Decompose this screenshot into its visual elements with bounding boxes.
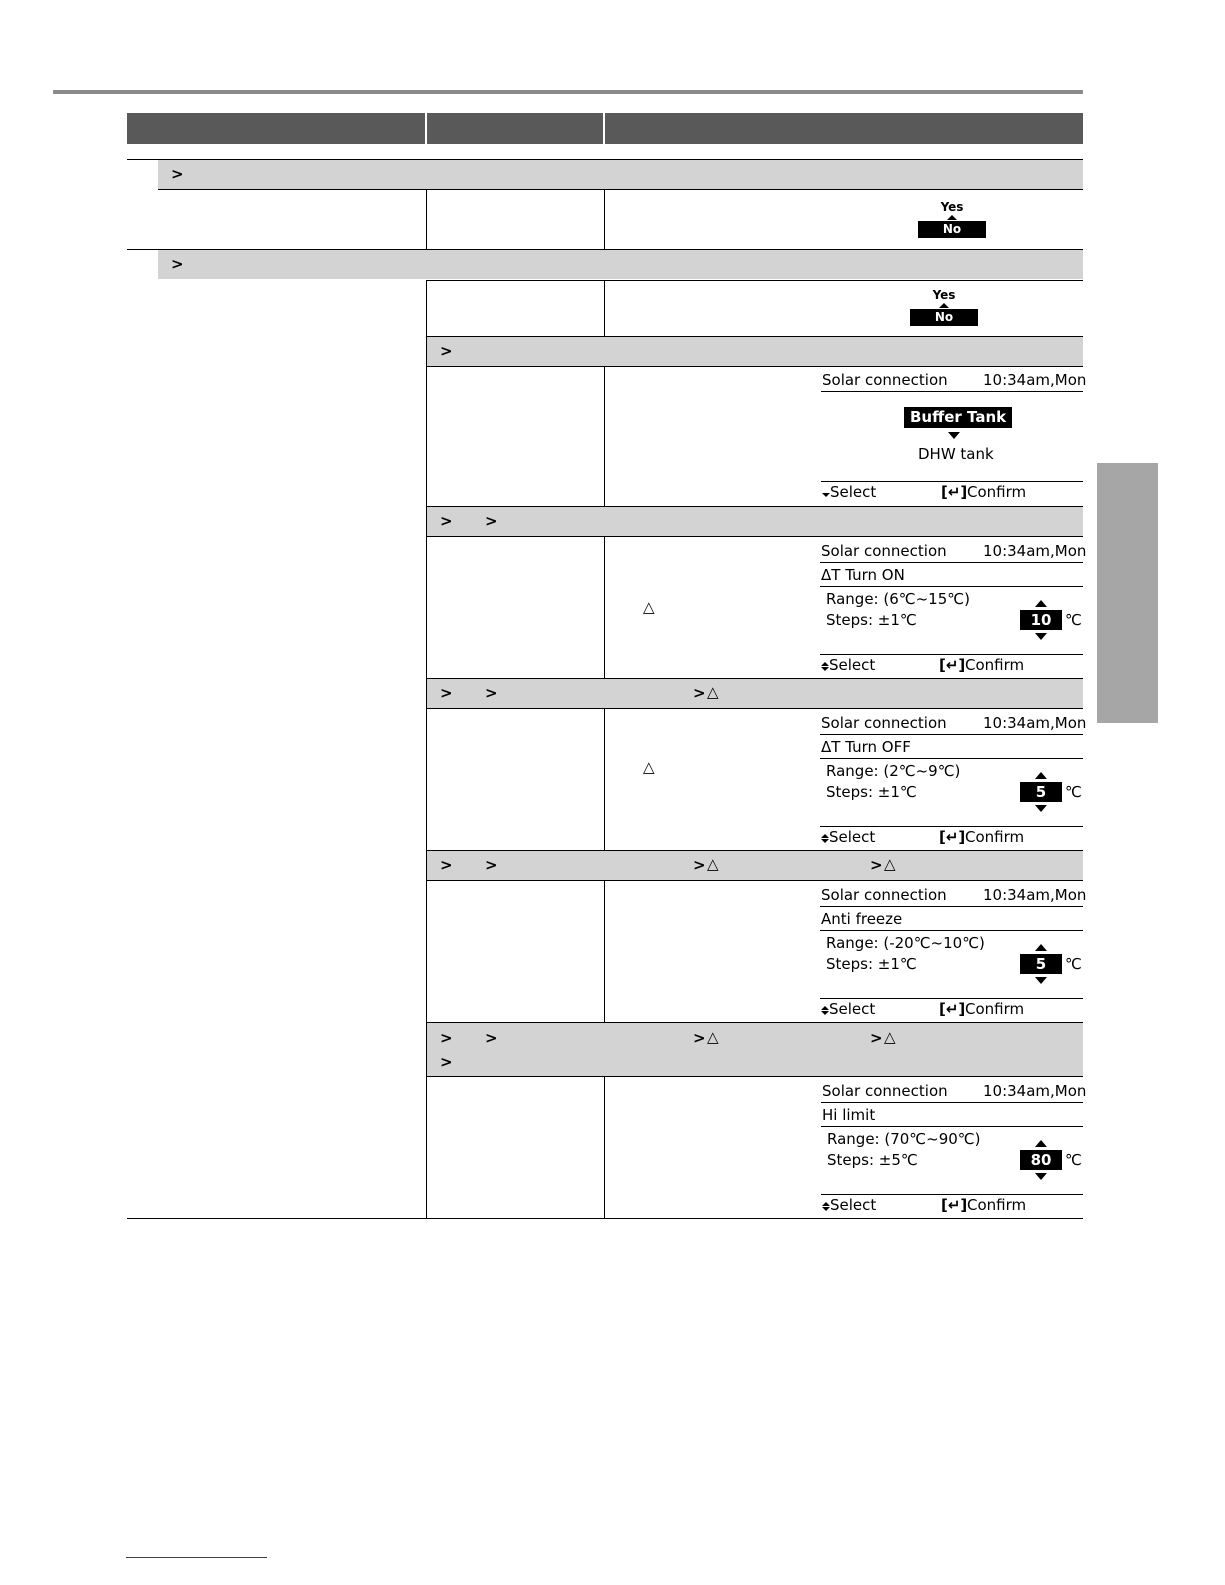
range-text: Range: (-20℃~10℃) [826, 934, 985, 952]
chevron-icon: > [693, 1029, 706, 1047]
unit-label: ℃ [1065, 955, 1082, 973]
screen-time: 10:34am,Mon [983, 886, 1087, 904]
row-divider [427, 366, 1083, 367]
row-divider [427, 880, 1083, 881]
screen-confirm-label: Confirm [967, 1196, 1027, 1214]
down-arrow-icon [822, 1207, 830, 1211]
chevron-icon: > [440, 342, 453, 360]
chevron-icon: > [440, 1053, 453, 1071]
range-text: Range: (70℃~90℃) [827, 1130, 981, 1148]
row-divider [158, 189, 1083, 190]
screen-select-label: Select [821, 1002, 875, 1017]
column-divider [426, 190, 427, 249]
screen-tank-select [821, 370, 1087, 504]
value-box: 80 [1020, 1150, 1062, 1170]
chevron-icon: > [440, 684, 453, 702]
screen-select-label: Select [821, 658, 875, 673]
screen-anti-freeze [820, 885, 1087, 1020]
up-arrow-icon [822, 1202, 830, 1206]
row-divider [427, 1076, 1083, 1077]
column-divider [604, 367, 605, 506]
up-arrow-icon [821, 662, 829, 666]
chevron-icon: > [693, 684, 706, 702]
enter-key-icon: [↵] [941, 1196, 968, 1214]
screen-title: Solar connection [822, 371, 948, 389]
enter-key-icon: [↵] [939, 1000, 966, 1018]
screen-time: 10:34am,Mon [983, 542, 1087, 560]
table-header-col3 [605, 113, 1083, 144]
table-header-col2 [427, 113, 603, 144]
chevron-icon: > [693, 856, 706, 874]
enter-key-icon: [↵] [939, 656, 966, 674]
screen-divider [821, 481, 1083, 482]
up-arrow-icon [1035, 772, 1047, 779]
screen-delta-on [820, 541, 1087, 676]
picker-selected-no: No [910, 309, 978, 326]
screen-divider [820, 998, 1083, 999]
screen-time: 10:34am,Mon [983, 1082, 1087, 1100]
footer-link-underline[interactable] [126, 1557, 267, 1558]
chevron-icon: > [485, 512, 498, 530]
picker-selected-no: No [918, 221, 986, 238]
up-arrow-icon [821, 1006, 829, 1010]
down-arrow-icon [821, 1011, 829, 1015]
steps-text: Steps: ±5℃ [827, 1151, 918, 1169]
chevron-icon: > [440, 1029, 453, 1047]
screen-subtitle: ΔT Turn ON [821, 566, 905, 584]
screen-divider [820, 654, 1083, 655]
screen-divider [820, 758, 1083, 759]
column-divider [604, 537, 605, 678]
range-text: Range: (6℃~15℃) [826, 590, 970, 608]
screen-divider [821, 1126, 1083, 1127]
up-arrow-icon [821, 834, 829, 838]
down-arrow-icon [1035, 805, 1047, 812]
value-box: 5 [1020, 782, 1062, 802]
down-arrow-icon [821, 839, 829, 843]
up-arrow-icon [947, 215, 957, 220]
screen-divider [821, 1102, 1083, 1103]
chevron-icon: > [485, 1029, 498, 1047]
tank-other-option: DHW tank [918, 445, 994, 463]
chevron-icon: > [171, 165, 184, 183]
down-arrow-icon [822, 493, 830, 497]
steps-text: Steps: ±1℃ [826, 611, 917, 629]
table-header-col1 [127, 113, 425, 144]
subsection-row-tank [427, 337, 1083, 366]
screen-title: Solar connection [822, 1082, 948, 1100]
tank-selected: Buffer Tank [904, 407, 1012, 428]
screen-title: Solar connection [821, 886, 947, 904]
up-arrow-icon [1035, 1140, 1047, 1147]
column-divider [604, 1077, 605, 1218]
down-arrow-icon [1035, 977, 1047, 984]
column-divider [604, 709, 605, 850]
column-divider [604, 881, 605, 1022]
screen-subtitle: Hi limit [822, 1106, 876, 1124]
delta-triangle-icon: △ [884, 1028, 896, 1046]
screen-divider [820, 930, 1083, 931]
enter-key-icon: [↵] [941, 483, 968, 501]
screen-title: Solar connection [821, 714, 947, 732]
screen-select-label: Select [822, 485, 876, 500]
enter-key-icon: [↵] [939, 828, 966, 846]
row-divider [427, 708, 1083, 709]
column-divider [604, 281, 605, 336]
row-divider [426, 280, 1083, 281]
range-text: Range: (2℃~9℃) [826, 762, 961, 780]
top-rule [53, 90, 1083, 94]
section-row-2 [158, 250, 1083, 279]
delta-triangle-icon: △ [707, 1028, 719, 1046]
chevron-icon: > [870, 856, 883, 874]
screen-divider [820, 906, 1083, 907]
section-row-1 [158, 160, 1083, 189]
column-divider [604, 190, 605, 249]
screen-hi-limit [821, 1081, 1087, 1216]
delta-triangle-icon: △ [707, 855, 719, 873]
picker-option-yes: Yes [940, 200, 964, 214]
screen-divider [820, 734, 1083, 735]
chevron-icon: > [171, 255, 184, 273]
value-box: 10 [1020, 610, 1062, 630]
screen-select-label: Select [821, 830, 875, 845]
chevron-icon: > [485, 856, 498, 874]
steps-text: Steps: ±1℃ [826, 955, 917, 973]
delta-triangle-icon: △ [707, 683, 719, 701]
delta-triangle-icon: △ [643, 758, 655, 776]
delta-triangle-icon: △ [643, 598, 655, 616]
screen-title: Solar connection [821, 542, 947, 560]
screen-confirm-label: Confirm [965, 656, 1025, 674]
subsection-row-hi-limit [427, 1023, 1083, 1076]
screen-divider [821, 1194, 1083, 1195]
chapter-side-tab [1097, 463, 1158, 723]
value-box: 5 [1020, 954, 1062, 974]
unit-label: ℃ [1065, 1151, 1082, 1169]
table-bottom-rule [127, 1218, 1083, 1219]
screen-time: 10:34am,Mon [983, 714, 1087, 732]
chevron-icon: > [485, 684, 498, 702]
steps-text: Steps: ±1℃ [826, 783, 917, 801]
row-divider [427, 536, 1083, 537]
subsection-row-delta-on [427, 507, 1083, 536]
screen-divider [821, 391, 1083, 392]
picker-option-yes: Yes [932, 288, 956, 302]
delta-triangle-icon: △ [884, 855, 896, 873]
subsection-row-delta-off [427, 679, 1083, 708]
screen-delta-off [820, 713, 1087, 848]
screen-confirm-label: Confirm [967, 483, 1027, 501]
up-arrow-icon [939, 303, 949, 308]
column-divider [426, 281, 427, 1218]
yes-no-picker-2 [910, 288, 978, 326]
up-arrow-icon [1035, 944, 1047, 951]
chevron-icon: > [440, 512, 453, 530]
screen-divider [820, 562, 1083, 563]
chevron-icon: > [870, 1029, 883, 1047]
up-arrow-icon [1035, 600, 1047, 607]
screen-subtitle: ΔT Turn OFF [821, 738, 911, 756]
down-arrow-icon [948, 432, 960, 439]
down-arrow-icon [1035, 1173, 1047, 1180]
down-arrow-icon [821, 667, 829, 671]
unit-label: ℃ [1065, 611, 1082, 629]
screen-select-label: Select [822, 1198, 876, 1213]
chevron-icon: > [440, 856, 453, 874]
screen-divider [820, 586, 1083, 587]
down-arrow-icon [1035, 633, 1047, 640]
screen-confirm-label: Confirm [965, 1000, 1025, 1018]
unit-label: ℃ [1065, 783, 1082, 801]
screen-divider [820, 826, 1083, 827]
screen-time: 10:34am,Mon [983, 371, 1087, 389]
subsection-row-anti-freeze [427, 851, 1083, 880]
screen-subtitle: Anti freeze [821, 910, 903, 928]
yes-no-picker-1 [918, 200, 986, 238]
screen-confirm-label: Confirm [965, 828, 1025, 846]
